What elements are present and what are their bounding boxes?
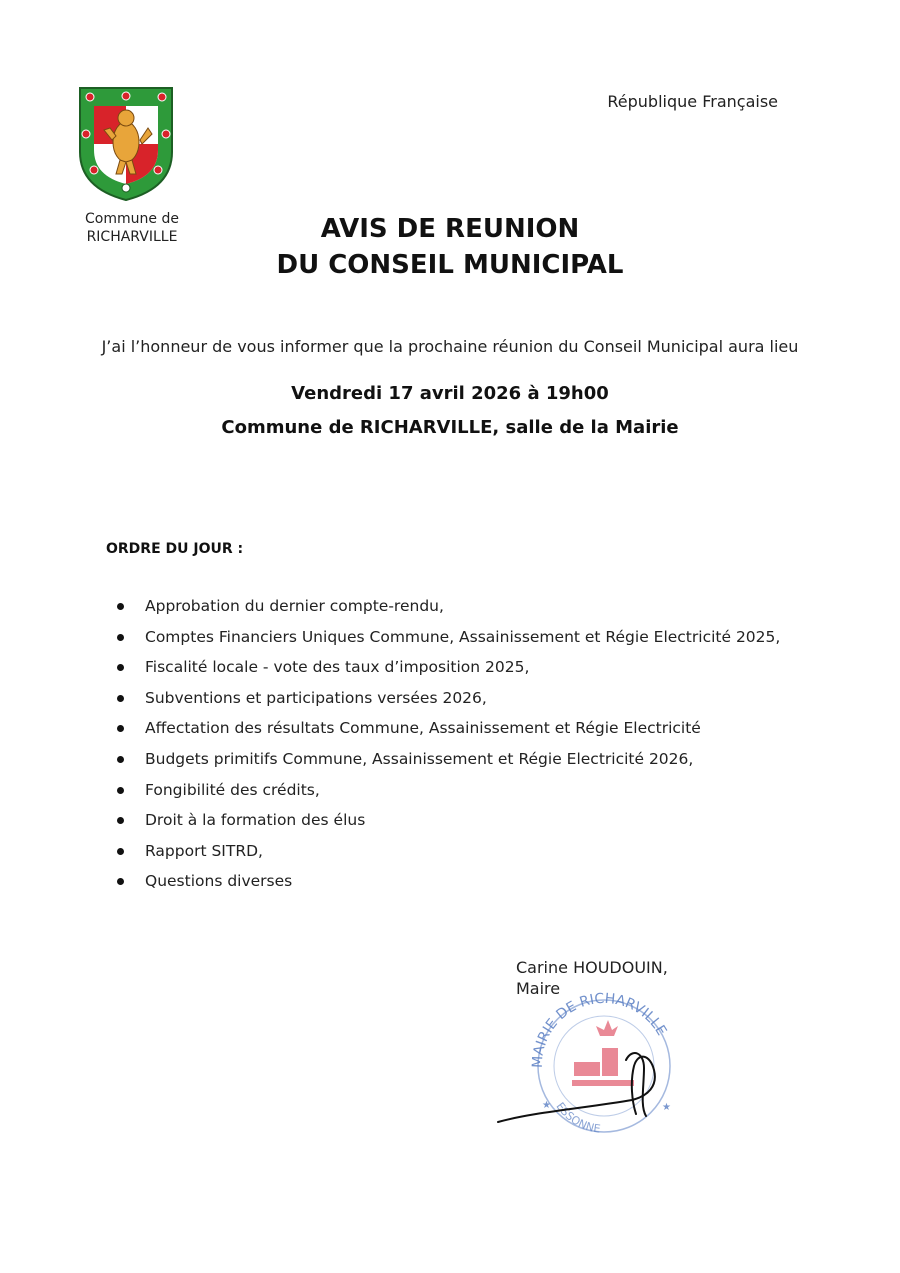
agenda-item	[114, 625, 780, 656]
agenda-item-text: Comptes Financiers Uniques Commune, Assainissement et Régie Electricité 2025,	[145, 627, 781, 646]
bullet-icon	[117, 725, 124, 732]
commune-label-line1: Commune de	[85, 211, 179, 227]
republic-label: République Française	[607, 92, 778, 111]
meeting-place: Commune de RICHARVILLE, salle de la Mairie	[221, 417, 679, 438]
commune-coat-of-arms	[76, 84, 176, 204]
agenda-item	[114, 716, 780, 747]
intro-text: J’ai l’honneur de vous informer que la prochaine réunion du Conseil Municipal aura lieu	[101, 337, 799, 356]
agenda-item-text: Approbation du dernier compte-rendu,	[145, 597, 444, 615]
agenda-item-text: Rapport SITRD,	[145, 841, 263, 860]
bullet-icon	[117, 664, 124, 671]
stamp-text-top: MAIRIE DE RICHARVILLE	[529, 990, 670, 1069]
bullet-icon	[117, 603, 124, 610]
agenda-item	[114, 655, 780, 686]
agenda-list	[114, 594, 780, 900]
agenda-item	[114, 778, 780, 809]
agenda-item	[114, 594, 780, 625]
commune-label-line2: RICHARVILLE	[86, 229, 178, 245]
agenda-heading: ORDRE DU JOUR :	[106, 541, 244, 557]
bullet-icon	[117, 848, 124, 855]
mayor-stamp-and-signature	[494, 990, 704, 1135]
agenda-item-text: Fongibilité des crédits,	[145, 780, 320, 799]
bullet-icon	[117, 756, 124, 763]
svg-text:★: ★	[662, 1102, 671, 1113]
agenda-item	[114, 869, 780, 900]
agenda-item-text: Subventions et participations versées 2026,	[145, 688, 487, 707]
agenda-item	[114, 839, 780, 870]
bullet-icon	[117, 817, 124, 824]
agenda-item-text: Fiscalité locale - vote des taux d’imposition 2025,	[145, 658, 530, 677]
bullet-icon	[117, 634, 124, 641]
agenda-item-text: Droit à la formation des élus	[145, 811, 366, 830]
stamp-text-bottom: ESSONNE	[553, 1100, 602, 1135]
notice-title-line1: AVIS DE REUNION	[320, 214, 580, 244]
signatory-name: Carine HOUDOUIN,	[516, 958, 668, 977]
bullet-icon	[117, 695, 124, 702]
bullet-icon	[117, 787, 124, 794]
svg-text:★: ★	[542, 1100, 551, 1111]
agenda-item-text: Questions diverses	[145, 872, 293, 891]
meeting-date: Vendredi 17 avril 2026 à 19h00	[291, 383, 609, 404]
agenda-item	[114, 686, 780, 717]
bullet-icon	[117, 878, 124, 885]
agenda-item-text: Affectation des résultats Commune, Assainissement et Régie Electricité	[145, 719, 701, 738]
agenda-item-text: Budgets primitifs Commune, Assainissement et Régie Electricité 2026,	[145, 749, 694, 768]
agenda-item	[114, 808, 780, 839]
notice-title-line2: DU CONSEIL MUNICIPAL	[276, 250, 624, 280]
signatory-title: Maire	[516, 979, 561, 998]
agenda-item	[114, 747, 780, 778]
